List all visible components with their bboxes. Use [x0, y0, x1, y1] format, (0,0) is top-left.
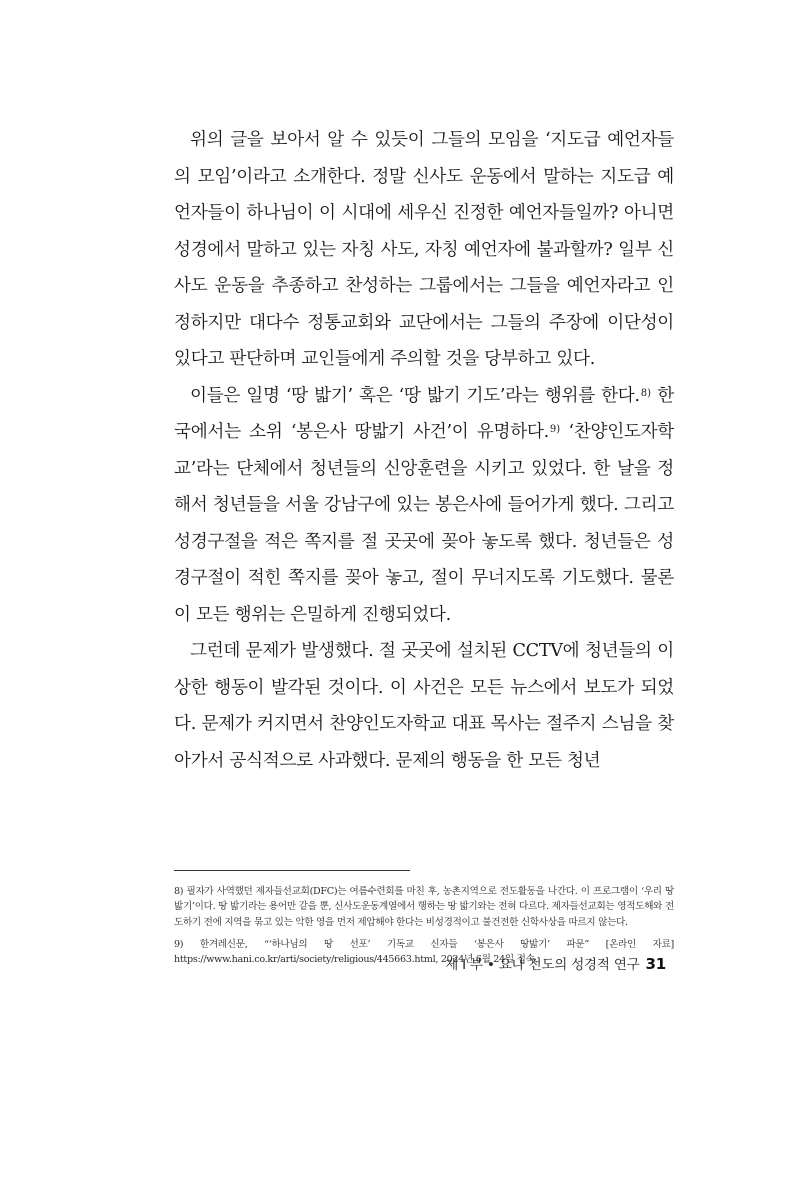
paragraph-2-text-c: ‘찬양인도자학교’라는 단체에서 청년들의 신앙훈련을 시키고 있었다. 한 날을 정해서 청년들을 서울 강남구에 있는 봉은사에 들어가게 했다. 그리고 성경구절을 적은 쪽지를 절 곳곳에 꽂아 놓도록 했다. 청년들은 성경구절이 적힌 쪽지를 꽂아 놓고, 절이 무너지도록 기도했다. 물론 이 모든 행위는 은밀하게 진행되었다. — [174, 422, 674, 625]
footnote-9: 9) 한겨레신문, “‘하나님의 땅 선포’ 기독교 신자들 ‘봉은사 땅밟기’ 파문” [온라인 자료] https://www.hani.co.kr/arti/society/religious/445663.html, 2024년 6월 24일 접속. — [174, 938, 674, 966]
footer-section-title: 제 I 부 • 요나 전도의 성경적 연구 — [445, 957, 640, 973]
paragraph-3 — [174, 633, 674, 779]
paragraph-1-text: 위의 글을 보아서 알 수 있듯이 그들의 모임을 ‘지도급 예언자들의 모임’이라고 소개한다. 정말 신사도 운동에서 말하는 지도급 예언자들이 하나님이 이 시대에 세우신 진정한 예언자들일까? 아니면 성경에서 말하고 있는 자칭 사도, 자칭 예언자에 불과할까? 일부 신사도 운동을 추종하고 찬성하는 그룹에서는 그들을 예언자라고 인정하지만 대다수 정통교회와 교단에서는 그들의 주장에 이단성이 있다고 판단하며 교인들에게 주의할 것을 당부하고 있다. — [174, 130, 674, 369]
footnote-divider — [174, 870, 410, 871]
paragraph-2-text-a: 이들은 일명 ‘땅 밟기’ 혹은 ‘땅 밟기 기도’라는 행위를 한다. — [190, 385, 640, 406]
footnote-ref-9[interactable]: 9) — [549, 424, 561, 435]
paragraph-2-text-b: 한국에서는 소위 ‘봉은사 땅밟기 사건’이 유명하다. — [174, 385, 674, 442]
page-number: 31 — [645, 955, 666, 973]
body-text — [174, 122, 674, 779]
footnote-ref-8[interactable]: 8) — [640, 387, 652, 399]
footnote-8: 8) 필자가 사역했던 제자들선교회(DFC)는 여름수련회를 마친 후, 농촌지역으로 전도활동을 나간다. 이 프로그램이 ‘우리 땅 밟기’이다. 땅 밟기라는 용어만 같을 뿐, 신사도운동계열에서 행하는 땅 밟기와는 전혀 다르다. 제자들선교회는 영적도해와 전도하기 전에 지역을 묶고 있는 악한 영을 먼저 제압해야 한다는 비성경적이고 불건전한 신학사상을 따르지 않는다. — [174, 886, 674, 928]
paragraph-2 — [174, 378, 674, 634]
paragraph-1 — [174, 122, 674, 378]
paragraph-3-text: 그런데 문제가 발생했다. 절 곳곳에 설치된 CCTV에 청년들의 이상한 행동이 발각된 것이다. 이 사건은 모든 뉴스에서 보도가 되었다. 문제가 커지면서 찬양인도자학교 대표 목사는 절주지 스님을 찾아가서 공식적으로 사과했다. 문제의 행동을 한 모든 청년 — [174, 641, 674, 771]
running-footer — [300, 953, 666, 973]
